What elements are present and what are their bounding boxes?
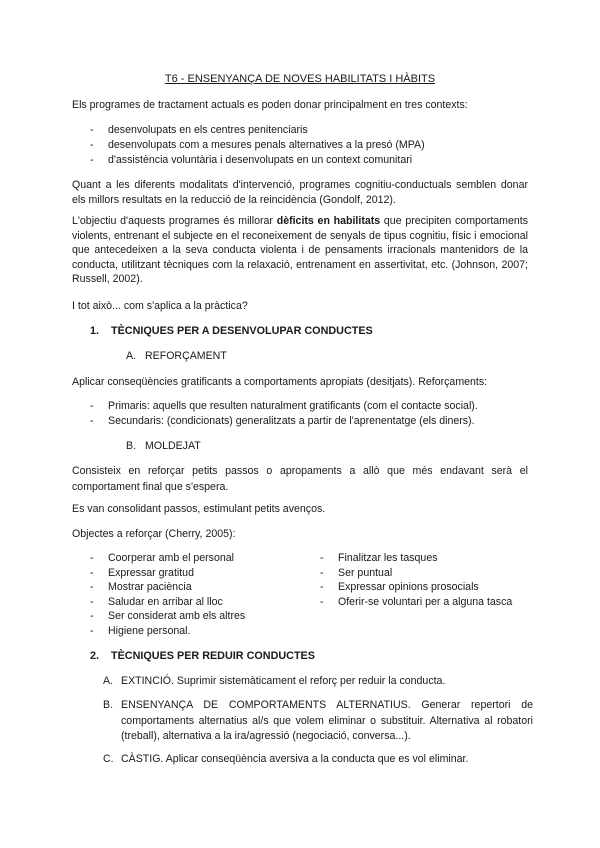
objectiu-emphasis: dèficits en habilitats bbox=[276, 215, 381, 227]
list-item-text: Higiene personal. bbox=[108, 625, 191, 637]
list-item-text: Secundaris: (condicionats) generalitzats a partir de l'aprenentatge (els diners). bbox=[108, 415, 475, 427]
bullet-dash: - bbox=[90, 567, 94, 579]
list-item-text: Expressar gratitud bbox=[108, 567, 194, 579]
bullet-dash: - bbox=[90, 581, 94, 593]
subheading-text: MOLDEJAT bbox=[145, 440, 201, 452]
section-heading-text: TÈCNIQUES PER A DESENVOLUPAR CONDUCTES bbox=[111, 325, 373, 337]
bullet-dash: - bbox=[90, 139, 94, 151]
section-heading-text: TÈCNIQUES PER REDUIR CONDUCTES bbox=[111, 650, 315, 662]
list-item-text: Coorperar amb el personal bbox=[108, 552, 235, 564]
objectiu-text-start: L'objectiu d'aquests programes és millorar bbox=[72, 215, 277, 227]
paragraph-objectiu bbox=[72, 214, 528, 287]
bullet-dash: - bbox=[90, 154, 94, 166]
page-title: T6 - ENSENYANÇA DE NOVES HABILITATS I HÀBITS bbox=[164, 73, 436, 85]
list-item-text: Mostrar paciència bbox=[108, 581, 192, 593]
paragraph-modalitats: Quant a les diferents modalitats d'intervenció, programes cognitiu-conductuals semblen donar els millors resultats en la reducció de la reincidència (Gondolf, 2012). bbox=[72, 179, 528, 206]
paragraph-reforcament: Aplicar conseqüències gratificants a comportaments apropiats (desitjats). Reforçaments: bbox=[72, 376, 488, 388]
paragraph-consolidant: Es van consolidant passos, estimulant petits avenços. bbox=[72, 503, 326, 515]
technique-letter: A. bbox=[103, 675, 114, 687]
section-1-heading bbox=[90, 324, 520, 339]
objects-intro: Objectes a reforçar (Cherry, 2005): bbox=[72, 528, 236, 540]
list-item-text: desenvolupats com a mesures penals alternatives a la presó (MPA) bbox=[108, 139, 425, 151]
technique-text: ENSENYANÇA DE COMPORTAMENTS ALTERNATIUS. Generar repertori de comportaments alternatius al/s que volem eliminar o substituir. Alternativa al robatori (treball), alternativa a la ira/agressió (negociació, conversa...). bbox=[121, 699, 533, 742]
paragraph-moldejat: Consisteix en reforçar petits passos o apropaments a allò que més endavant serà el comportament final que s'espera. bbox=[72, 465, 528, 493]
list-item-text: Expressar opinions prosocials bbox=[338, 581, 479, 593]
technique-text: CÀSTIG. Aplicar conseqüència aversiva a la conducta que es vol eliminar. bbox=[121, 753, 469, 765]
bullet-dash: - bbox=[90, 610, 94, 622]
list-item-text: Saludar en arribar al lloc bbox=[108, 596, 223, 608]
bullet-dash: - bbox=[320, 581, 324, 593]
subheading-reforcament bbox=[126, 349, 227, 364]
list-item-text: Oferir-se voluntari per a alguna tasca bbox=[338, 596, 513, 608]
section-number: 1. bbox=[90, 325, 100, 337]
bullet-dash: - bbox=[320, 567, 324, 579]
bullet-dash: - bbox=[90, 596, 94, 608]
list-item-text: Finalitzar les tasques bbox=[338, 552, 438, 564]
section-2-heading bbox=[90, 649, 520, 664]
bullet-dash: - bbox=[320, 552, 324, 564]
bullet-dash: - bbox=[320, 596, 324, 608]
list-item-text: Ser puntual bbox=[338, 567, 393, 579]
subheading-letter: B. bbox=[126, 440, 137, 452]
question-line: I tot això... com s'aplica a la pràctica? bbox=[72, 300, 248, 312]
bullet-dash: - bbox=[90, 415, 94, 427]
technique-letter: C. bbox=[103, 753, 114, 765]
list-item-text: desenvolupats en els centres penitenciaris bbox=[108, 124, 308, 136]
technique-letter: B. bbox=[103, 699, 114, 711]
intro-paragraph: Els programes de tractament actuals es poden donar principalment en tres contexts: bbox=[72, 99, 468, 111]
subheading-moldejat bbox=[126, 439, 201, 454]
technique-text: EXTINCIÓ. Suprimir sistemàticament el reforç per reduir la conducta. bbox=[121, 675, 446, 687]
bullet-dash: - bbox=[90, 400, 94, 412]
bullet-dash: - bbox=[90, 625, 94, 637]
section-number: 2. bbox=[90, 650, 100, 662]
subheading-letter: A. bbox=[126, 350, 137, 362]
list-item-text: d'assistència voluntària i desenvolupats en un context comunitari bbox=[108, 154, 413, 166]
list-item-text: Ser considerat amb els altres bbox=[108, 610, 246, 622]
subheading-text: REFORÇAMENT bbox=[145, 350, 227, 362]
bullet-dash: - bbox=[90, 124, 94, 136]
objectiu-text-end: que precipiten comportaments violents, entrenant el subjecte en el reconeixement de senyals de tipus cognitiu, físic i emocional que antecedeixen a la seva conducta violenta i de pensaments irracionals mantenidors de la conducta, utilitzant tècniques com la relaxació, entrenament en assertivitat, etc. (Johnson, 2007; Russell, 2002). bbox=[72, 215, 529, 285]
bullet-dash: - bbox=[90, 552, 94, 564]
list-item-text: Primaris: aquells que resulten naturalment gratificants (com el contacte social). bbox=[108, 400, 478, 412]
